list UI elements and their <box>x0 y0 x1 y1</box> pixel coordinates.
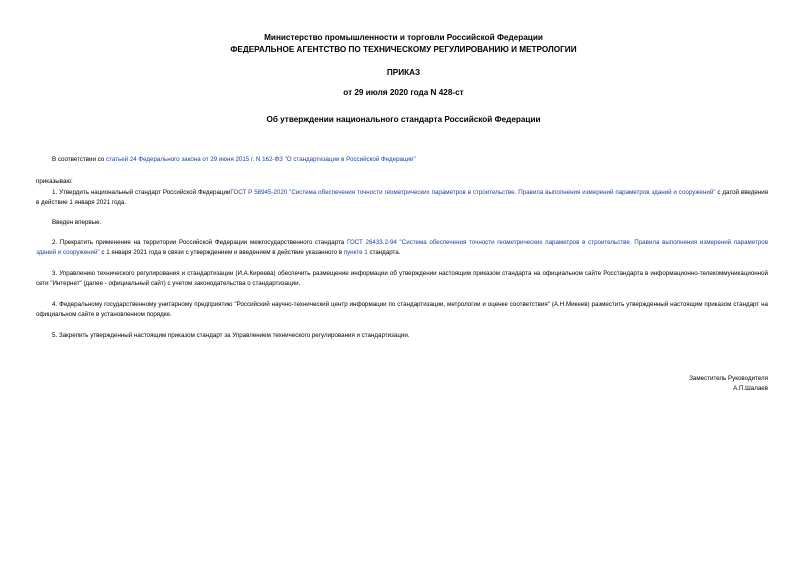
subject-heading: Об утверждении национального стандарта Российской Федерации <box>266 115 541 124</box>
ministry-heading: Министерство промышленности и торговли Российской Федерации <box>264 33 543 42</box>
order-word: приказываю: <box>36 178 73 185</box>
item-2-text: 2. Прекратить применение на территории Российской Федерации межгосударственного стандарта <box>52 239 347 246</box>
item-1-ref-link[interactable]: пункте 1 <box>343 249 368 256</box>
item-2-mid: с 1 января 2021 года в связи с утверждением и введением в действие указанного в <box>99 249 344 256</box>
agency-heading: ФЕДЕРАЛЬНОЕ АГЕНТСТВО ПО ТЕХНИЧЕСКОМУ РЕГУЛИРОВАНИЮ И МЕТРОЛОГИИ <box>230 45 577 54</box>
intro-paragraph <box>36 155 768 165</box>
intro-text: В соответствии со <box>52 156 106 163</box>
date-number-heading: от 29 июля 2020 года N 428-ст <box>343 88 464 97</box>
item-3-paragraph: 3. Управлению технического регулирования и стандартизации (И.А.Киреева) обеспечить размещение информации об утверждении настоящим приказом стандарта на официальном сайте Росстандарта в информационно-телекоммуникационной сети "Интернет" (далее - официальный сайт) с учетом законодательства о стандартизации. <box>36 270 768 287</box>
signatory-position: Заместитель Руководителя <box>689 375 768 382</box>
gost-r-58945-link[interactable]: ГОСТ Р 58945-2020 "Система обеспечения точности геометрических параметров в строительстве. Правила выполнения измерений параметров зданий и сооружений" <box>230 189 716 196</box>
item-5-paragraph: 5. Закрепить утвержденный настоящим приказом стандарт за Управлением технического регулирования и стандартизации. <box>52 332 410 339</box>
item-2-tail: стандарта. <box>367 249 401 256</box>
item-4-paragraph: 4. Федеральному государственному унитарному предприятию "Российский научно-технический центр информации по стандартизации, метрологии и оценке соответствия" (А.Н.Микеев) разместить утвержденный настоящим приказом стандарт на официальном сайте в установленном порядке. <box>36 301 768 318</box>
doc-type-heading: ПРИКАЗ <box>386 68 421 77</box>
introduced-first-note: Введен впервые. <box>52 219 102 226</box>
signatory-name: А.П.Шалаев <box>733 385 768 392</box>
gost-26433-link[interactable]: ГОСТ 26433.2-94 "Система обеспечения точности геометрических параметров в строительстве. Правила выполнения измерений параметров зданий и сооружений" <box>36 239 769 256</box>
item-1-text: 1. Утвердить национальный стандарт Российской Федерации <box>52 189 231 196</box>
item-1-paragraph <box>36 188 768 208</box>
law-link[interactable]: статьей 24 Федерального закона от 29 июня 2015 г. N 162-ФЗ "О стандартизации в Российской Федерации" <box>105 156 416 163</box>
item-2-paragraph <box>36 238 768 258</box>
item-1-tail: с датой введения в действие 1 января 2021 года. <box>36 189 768 206</box>
